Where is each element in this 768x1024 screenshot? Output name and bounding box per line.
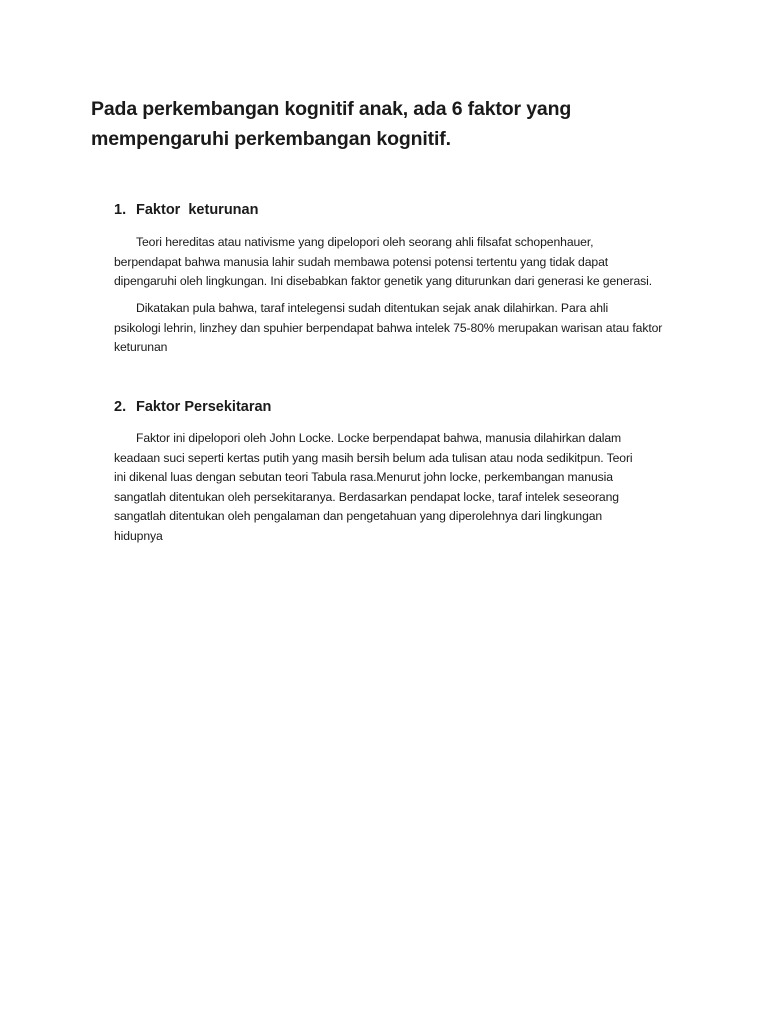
paragraph-line: dipengaruhi oleh lingkungan. Ini disebabkan faktor genetik yang diturunkan dari generasi ke generasi. xyxy=(114,274,653,288)
paragraph-line: Dikatakan pula bahwa, taraf intelegensi sudah ditentukan sejak anak dilahirkan. Para ahli xyxy=(136,301,609,315)
section-title: Faktor keturunan xyxy=(136,202,259,218)
paragraph-line: Faktor ini dipelopori oleh John Locke. Locke berpendapat bahwa, manusia dilahirkan dalam xyxy=(136,431,622,445)
paragraph xyxy=(114,299,674,358)
paragraph xyxy=(114,233,674,292)
section-title: Faktor Persekitaran xyxy=(136,399,272,415)
paragraph-line: sangatlah ditentukan oleh persekitaranya. Berdasarkan pendapat locke, taraf intelek seseorang xyxy=(114,489,619,504)
title-line: Pada perkembangan kognitif anak, ada 6 faktor yang xyxy=(91,98,572,120)
section-heading-faktor-persekitaran xyxy=(114,397,271,417)
paragraph-line: berpendapat bahwa manusia lahir sudah membawa potensi potensi tertentu yang tidak dapat xyxy=(114,254,609,269)
paragraph-line: psikologi lehrin, linzhey dan spuhier berpendapat bahwa intelek 75-80% merupakan warisan atau faktor xyxy=(114,320,663,335)
page-title xyxy=(91,94,691,154)
paragraph-line: hidupnya xyxy=(114,528,163,543)
paragraph-line: Teori hereditas atau nativisme yang dipelopori oleh seorang ahli filsafat schopenhauer, xyxy=(136,235,594,249)
paragraph-line: keadaan suci seperti kertas putih yang masih bersih belum ada tulisan atau noda sedikitpun. Teori xyxy=(114,450,633,465)
paragraph-line: ini dikenal luas dengan sebutan teori Tabula rasa.Menurut john locke, perkembangan manusia xyxy=(114,470,613,484)
section-number: 2. xyxy=(114,399,127,415)
section-number: 1. xyxy=(114,202,127,218)
section-heading-faktor-keturunan xyxy=(114,200,258,220)
paragraph-line: keturunan xyxy=(114,340,168,354)
paragraph xyxy=(114,429,674,546)
title-line: mempengaruhi perkembangan kognitif. xyxy=(91,128,451,150)
paragraph-line: sangatlah ditentukan oleh pengalaman dan pengetahuan yang diperolehnya dari lingkungan xyxy=(114,509,603,523)
